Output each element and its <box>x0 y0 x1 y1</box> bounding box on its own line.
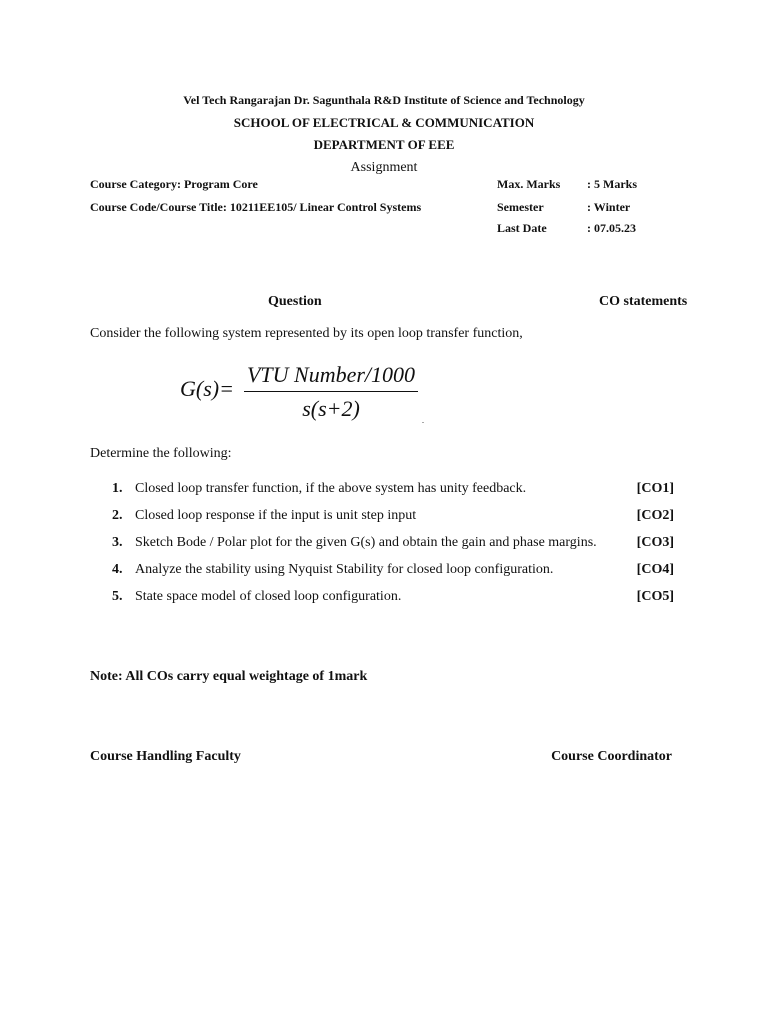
formula-fraction <box>244 360 418 424</box>
formula-trailing-mark: . <box>422 416 424 425</box>
course-handling-faculty-signature: Course Handling Faculty <box>90 749 241 764</box>
question-item <box>90 535 674 562</box>
marks-note: Note: All COs carry equal weightage of 1mark <box>90 669 368 684</box>
question-number: 2. <box>112 508 123 523</box>
question-number: 1. <box>112 481 123 496</box>
question-text: Closed loop response if the input is unit step input <box>135 508 417 523</box>
fraction-bar <box>244 391 418 392</box>
question-co-tag: [CO1] <box>636 481 674 496</box>
formula-lhs: G(s)= <box>180 376 234 401</box>
question-text: Analyze the stability using Nyquist Stability for closed loop configuration. <box>135 562 554 577</box>
department-name: DEPARTMENT OF EEE <box>313 137 455 152</box>
formula-numerator: VTU Number/1000 <box>246 362 416 387</box>
intro-text: Consider the following system represented by its open loop transfer function, <box>90 326 523 341</box>
institute-name: Vel Tech Rangarajan Dr. Sagunthala R&D Institute of Science and Technology <box>183 93 585 107</box>
question-item <box>90 589 674 616</box>
semester-label: Semester <box>497 200 544 214</box>
question-co-tag: [CO5] <box>636 589 674 604</box>
question-item <box>90 562 674 589</box>
question-number: 4. <box>112 562 123 577</box>
course-coordinator-signature: Course Coordinator <box>551 749 672 764</box>
formula-denominator: s(s+2) <box>302 396 360 421</box>
determine-text: Determine the following: <box>90 446 232 461</box>
question-item <box>90 481 674 508</box>
question-text: State space model of closed loop configuration. <box>135 589 402 604</box>
question-co-tag: [CO4] <box>636 562 674 577</box>
last-date-label: Last Date <box>497 221 547 235</box>
co-column-heading: CO statements <box>599 294 688 309</box>
question-co-tag: [CO2] <box>636 508 674 523</box>
transfer-function-formula <box>180 360 440 428</box>
last-date-value: : 07.05.23 <box>587 221 636 235</box>
question-column-heading: Question <box>268 294 322 309</box>
question-list <box>90 481 674 616</box>
school-name: SCHOOL OF ELECTRICAL & COMMUNICATION <box>233 115 535 130</box>
question-number: 5. <box>112 589 123 604</box>
question-number: 3. <box>112 535 123 550</box>
question-text: Closed loop transfer function, if the above system has unity feedback. <box>135 481 527 496</box>
max-marks-label: Max. Marks <box>497 177 561 191</box>
document-type: Assignment <box>350 160 418 175</box>
question-item <box>90 508 674 535</box>
max-marks-value: : 5 Marks <box>587 177 637 191</box>
semester-value: : Winter <box>587 200 631 214</box>
question-co-tag: [CO3] <box>636 535 674 550</box>
question-text: Sketch Bode / Polar plot for the given G(s) and obtain the gain and phase margins. <box>135 535 597 550</box>
course-code-title: Course Code/Course Title: 10211EE105/ Linear Control Systems <box>90 200 422 214</box>
course-category: Course Category: Program Core <box>90 177 258 191</box>
